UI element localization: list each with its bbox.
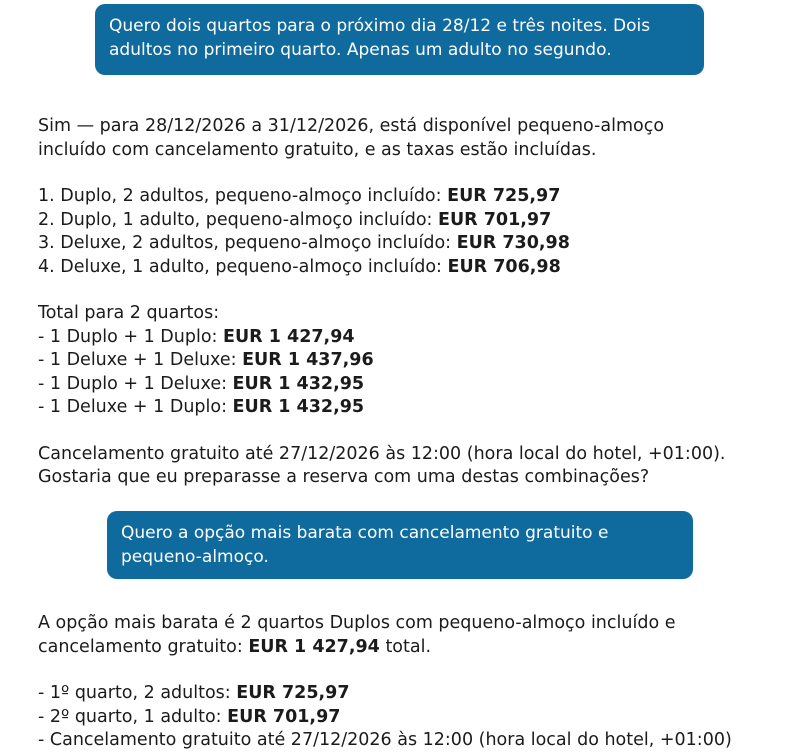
room-price: EUR 701,97 [437, 209, 552, 230]
cancellation-note: Cancelamento gratuito até 27/12/2026 às 12:00 (hora local do hotel, +01:00). [38, 443, 726, 464]
user-message-line: pequeno-almoço. [121, 547, 269, 567]
assistant-intro-line: incluído com cancelamento gratuito, e as taxas estão incluídas. [38, 139, 597, 160]
room-price: EUR 725,97 [447, 186, 561, 206]
user-message-bubble [95, 4, 704, 75]
room-price: EUR 730,98 [456, 233, 570, 253]
totals-heading: Total para 2 quartos: [38, 303, 220, 323]
assistant-message [38, 612, 732, 753]
room-detail: - 1º quarto, 2 adultos: EUR 725,97 [38, 683, 350, 703]
total-price: EUR 1 427,94 [223, 326, 355, 347]
total-combination: - 1 Duplo + 1 Duplo: EUR 1 427,94 [38, 326, 355, 347]
room-price: EUR 725,97 [236, 683, 350, 703]
total-price: EUR 1 427,94 [248, 636, 380, 657]
room-detail: - 2º quarto, 1 adulto: EUR 701,97 [38, 706, 341, 727]
assistant-intro-line: Sim — para 28/12/2026 a 31/12/2026, está disponível pequeno-almoço [38, 116, 665, 136]
total-combination: - 1 Deluxe + 1 Duplo: EUR 1 432,95 [38, 397, 365, 417]
total-price: EUR 1 432,95 [232, 397, 365, 417]
user-message-line: Quero a opção mais barata com cancelamento gratuito e [121, 523, 609, 543]
total-price: EUR 1 437,96 [242, 350, 374, 370]
room-price: EUR 706,98 [447, 256, 561, 277]
total-combination: - 1 Deluxe + 1 Deluxe: EUR 1 437,96 [38, 350, 374, 370]
user-message-bubble [107, 511, 693, 579]
room-option: 2. Duplo, 1 adulto, pequeno-almoço incluído: EUR 701,97 [38, 209, 552, 230]
assistant-intro-line: A opção mais barata é 2 quartos Duplos com pequeno-almoço incluído e [38, 613, 676, 633]
room-option: 3. Deluxe, 2 adultos, pequeno-almoço incluído: EUR 730,98 [38, 233, 570, 253]
user-message-line: adultos no primeiro quarto. Apenas um adulto no segundo. [109, 40, 612, 60]
room-option: 4. Deluxe, 1 adulto, pequeno-almoço incluído: EUR 706,98 [38, 256, 561, 277]
room-price: EUR 701,97 [227, 706, 341, 727]
assistant-intro-line: cancelamento gratuito: EUR 1 427,94 total. [38, 636, 432, 657]
assistant-message [38, 115, 725, 490]
cancellation-note: - Cancelamento gratuito até 27/12/2026 às 12:00 (hora local do hotel, +01:00) [38, 730, 732, 750]
total-price: EUR 1 432,95 [232, 373, 365, 394]
user-message-line: Quero dois quartos para o próximo dia 28/12 e três noites. Dois [109, 16, 651, 36]
total-combination: - 1 Duplo + 1 Deluxe: EUR 1 432,95 [38, 373, 365, 394]
room-option: 1. Duplo, 2 adultos, pequeno-almoço incluído: EUR 725,97 [38, 186, 561, 206]
follow-up-question: Gostaria que eu preparasse a reserva com uma destas combinações? [38, 467, 650, 487]
